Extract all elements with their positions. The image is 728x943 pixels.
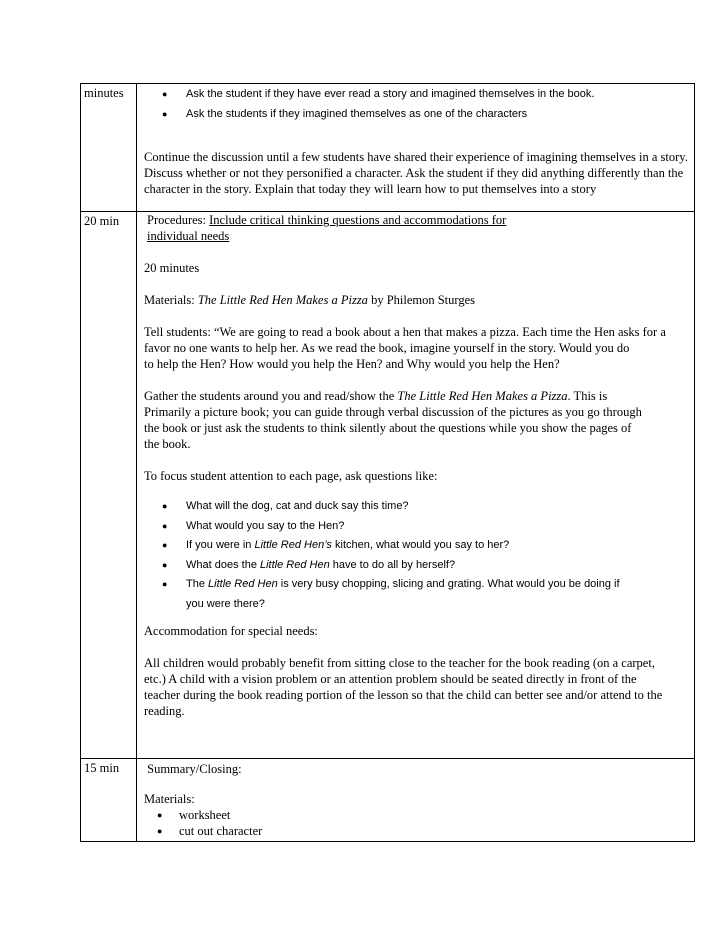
- time-cell: 20 min: [81, 212, 137, 759]
- bullet-icon: ●: [162, 520, 168, 531]
- table-row: [81, 212, 695, 759]
- table-row: [81, 84, 695, 212]
- materials-line: Materials: The Little Red Hen Makes a Pizza by Philemon Sturges: [144, 293, 476, 307]
- list-item: ● worksheet: [157, 808, 231, 822]
- bullet-icon: ●: [162, 89, 168, 99]
- bullet-icon: ●: [162, 501, 168, 511]
- procedures-heading: Procedures: Include critical thinking questions and accommodations for individual needs: [147, 213, 507, 243]
- question-list: [144, 497, 690, 614]
- discussion-paragraph: Continue the discussion until a few students have shared their experience of imagining themselves in a story. Discuss whether or not they personified a character. Ask the student if they did anything differently than the character in the story. Explain that today they will learn how to put themselves into a story: [144, 150, 688, 196]
- lesson-plan-table: [80, 83, 695, 842]
- bullet-icon: ●: [162, 579, 168, 589]
- gather-paragraph: Gather the students around you and read/show the The Little Red Hen Makes a Pizza. This is Primarily a picture book; you can guide through verbal discussion of the pictures as you go through the book or just ask the students to think silently about the questions while you show the pages of the book.: [144, 389, 642, 451]
- time-cell: minutes: [81, 84, 137, 212]
- list-item: ● What will the dog, cat and duck say this time?: [144, 497, 690, 517]
- content-cell: [137, 84, 695, 212]
- list-item: ● Ask the student if they have ever read a story and imagined themselves in the book.: [144, 85, 690, 105]
- accommodation-heading: Accommodation for special needs:: [144, 624, 318, 638]
- bullet-icon: ●: [162, 540, 168, 550]
- focus-text: To focus student attention to each page, ask questions like:: [144, 469, 438, 483]
- list-item: ● What would you say to the Hen?: [144, 517, 690, 537]
- bullet-icon: ●: [162, 559, 168, 570]
- content-cell: [137, 759, 695, 842]
- materials-label: Materials:: [144, 792, 195, 806]
- materials-list: [144, 807, 690, 839]
- bullet-list: [144, 85, 690, 124]
- list-item: ● What does the Little Red Hen have to do all by herself?: [144, 556, 690, 576]
- duration-text: 20 minutes: [144, 261, 200, 275]
- summary-heading: Summary/Closing:: [144, 762, 242, 776]
- list-item: ● If you were in Little Red Hen’s kitchen, what would you say to her?: [144, 536, 690, 556]
- bullet-icon: ●: [162, 108, 168, 119]
- list-item: ● The Little Red Hen is very busy chopping, slicing and grating. What would you be doing if you were there?: [144, 575, 690, 614]
- content-cell: [137, 212, 695, 759]
- tell-students-paragraph: Tell students: “We are going to read a book about a hen that makes a pizza. Each time the Hen asks for a favor no one wants to help her. As we read the book, imagine yourself in the story. Would you do to help the Hen? How would you help the Hen? and Why would you help the Hen?: [144, 325, 666, 371]
- accommodation-paragraph: All children would probably benefit from sitting close to the teacher for the book reading (on a carpet, etc.) A child with a vision problem or an attention problem should be seated directly in front of the teacher during the book reading portion of the lesson so that the child can better see and/or attend to the reading.: [144, 656, 663, 718]
- table-row: [81, 759, 695, 842]
- bullet-icon: ●: [157, 826, 163, 836]
- time-cell: 15 min: [81, 759, 137, 842]
- list-item: ● Ask the students if they imagined themselves as one of the characters: [144, 105, 690, 125]
- bullet-icon: ●: [157, 810, 163, 820]
- list-item: ● cut out character: [157, 824, 263, 838]
